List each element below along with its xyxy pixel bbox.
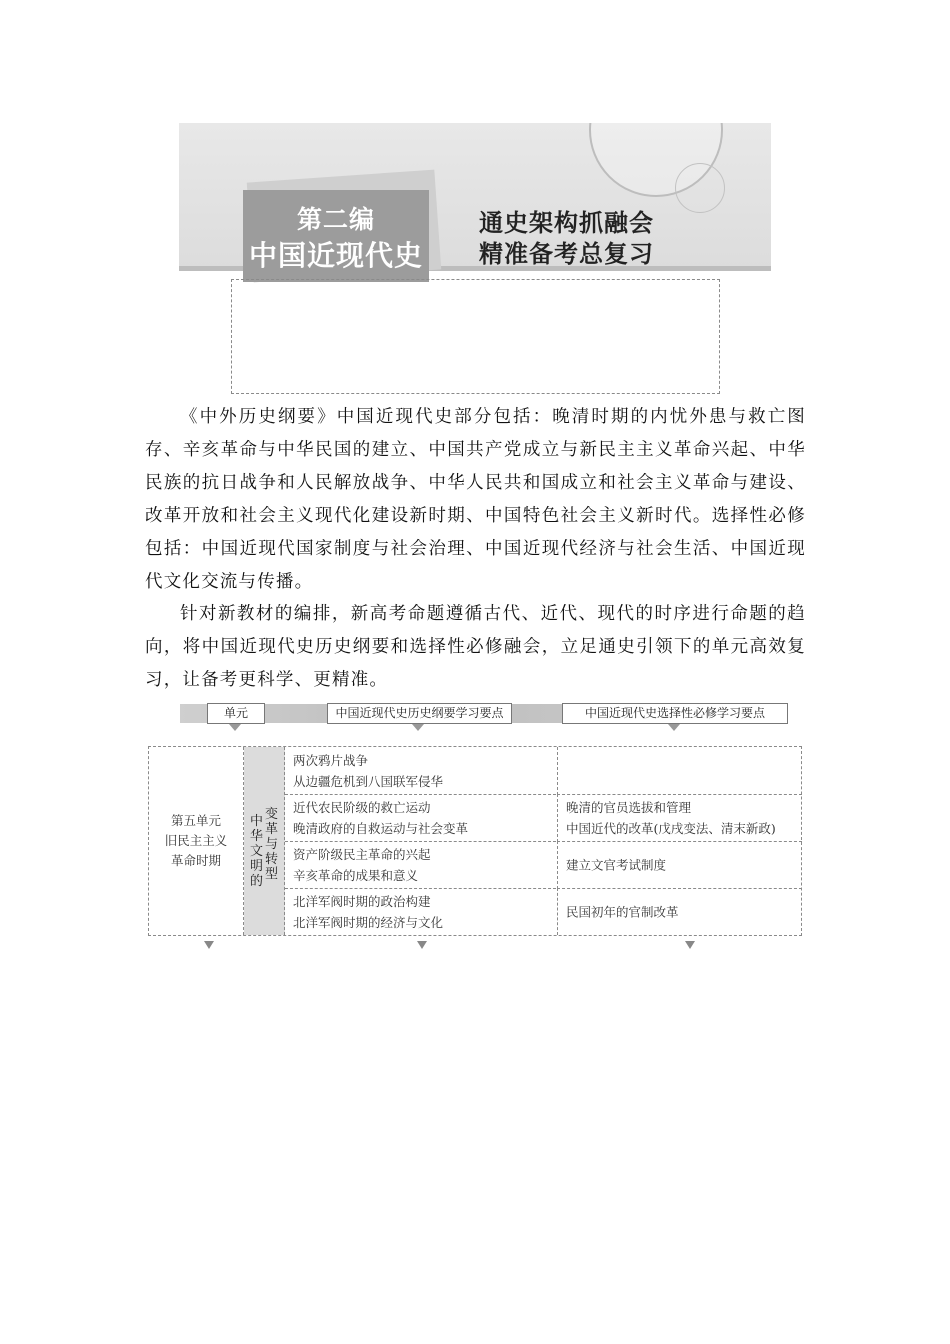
outline-cell	[285, 747, 556, 795]
outline-item: 北洋军阀时期的政治构建	[293, 893, 431, 909]
banner-subtitle-line2: 精准备考总复习	[479, 240, 654, 268]
header-pointer	[229, 724, 241, 731]
intro-frame	[231, 279, 720, 394]
header-pointer	[668, 724, 680, 731]
theme-column-right: 变 革 与 转 型	[264, 807, 278, 882]
title-plate	[243, 190, 429, 282]
study-table	[148, 746, 802, 936]
elective-item: 中国近代的改革(戊戌变法、清末新政)	[566, 820, 776, 836]
header-outline: 中国近现代史历史纲要学习要点	[327, 703, 512, 724]
header-elective: 中国近现代史选择性必修学习要点	[562, 703, 788, 724]
outline-cell	[285, 888, 556, 935]
chapter-number: 第二编	[296, 205, 375, 234]
outline-cell	[285, 841, 556, 889]
chapter-title: 中国近现代史	[248, 239, 423, 272]
down-arrow-icon	[204, 941, 214, 949]
elective-cell	[557, 747, 802, 795]
elective-item: 民国初年的官制改革	[566, 904, 679, 919]
outline-item: 两次鸦片战争	[293, 752, 369, 768]
header-pointer	[412, 724, 424, 731]
unit-line: 革命时期	[170, 853, 221, 868]
outline-item: 近代农民阶级的救亡运动	[293, 799, 431, 815]
theme-column-left: 中 华 文 明 的	[249, 814, 263, 889]
outline-item: 北洋军阀时期的经济与文化	[293, 914, 444, 930]
down-arrow-icon	[417, 941, 427, 949]
down-arrow-icon	[685, 941, 695, 949]
outline-item: 资产阶级民主革命的兴起	[293, 846, 431, 862]
unit-cell	[149, 747, 244, 935]
elective-item: 晚清的官员选拔和管理	[566, 799, 692, 815]
elective-item: 建立文官考试制度	[566, 857, 667, 872]
banner-subtitle-line1: 通史架构抓融会	[479, 209, 654, 237]
theme-cell	[244, 747, 285, 935]
unit-line: 旧民主主义	[164, 833, 228, 848]
unit-line: 第五单元	[170, 813, 221, 828]
elective-cell	[557, 794, 802, 842]
outline-item: 从边疆危机到八国联军侵华	[293, 773, 444, 789]
outline-item: 辛亥革命的成果和意义	[293, 867, 419, 883]
elective-cell	[557, 841, 802, 889]
header-unit: 单元	[207, 703, 265, 724]
outline-cell	[285, 794, 556, 842]
decorative-circle-small	[675, 163, 725, 213]
intro-paragraph-2: 针对新教材的编排，新高考命题遵循古代、近代、现代的时序进行命题的趋向，将中国近现代史历史纲要和选择性必修融会，立足通史引领下的单元高效复习，让备考更科学、更精准。	[145, 604, 806, 690]
elective-cell	[557, 888, 802, 935]
intro-paragraph-1: 《中外历史纲要》中国近现代史部分包括：晚清时期的内忧外患与救亡图存、辛亥革命与中华民国的建立、中国共产党成立与新民主主义革命兴起、中华民族的抗日战争和人民解放战争、中华人民共和国成立和社会主义革命与建设、改革开放和社会主义现代化建设新时期、中国特色社会主义新时代。选择性必修包括：中国近现代国家制度与社会治理、中国近现代经济与社会生活、中国近现代文化交流与传播。	[145, 407, 806, 592]
outline-item: 晚清政府的自救运动与社会变革	[293, 820, 469, 836]
